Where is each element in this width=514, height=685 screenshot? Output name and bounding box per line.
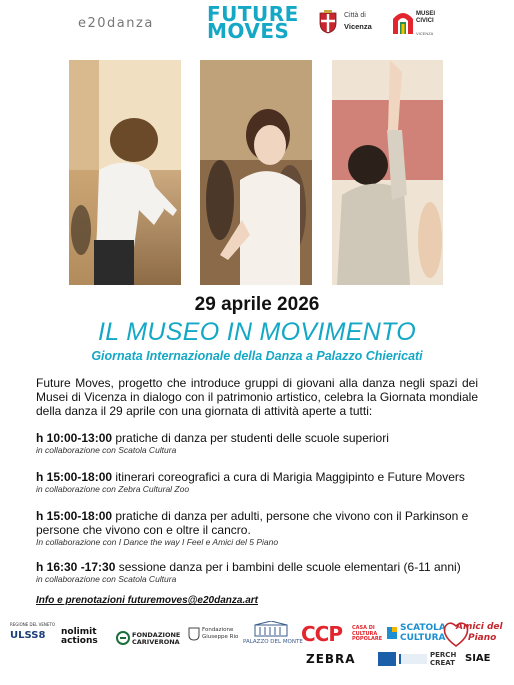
schedule-text: itinerari coreografici a cura di Marigia Maggipinto e Future Movers (112, 470, 465, 484)
nolimit-logo: nolimit actions (61, 627, 98, 646)
info-link[interactable]: Info e prenotazioni futuremoves@e20danza.art (36, 595, 259, 606)
ulss8-text: ULSS8 (10, 630, 46, 641)
percy-creat-logo: PERCH CREAT (430, 651, 457, 667)
vicenza-label-1: Città di (344, 12, 366, 19)
event-date: 29 aprile 2026 (194, 294, 320, 315)
musei-arch-icon (392, 9, 414, 35)
future-moves-line1: FUTURE (207, 2, 299, 26)
schedule-note: in collaborazione con Scatola Cultura (36, 445, 177, 455)
schedule-item (36, 560, 486, 585)
future-moves-line2: MOVES (207, 19, 290, 43)
schedule-time: h 15:00-18:00 (36, 470, 113, 484)
ministry-logo-icon (378, 652, 396, 666)
musei-line2: CIVICI (416, 17, 434, 24)
citta-di-vicenza-logo (318, 10, 388, 36)
musei-civici-logo (392, 9, 442, 37)
schedule-text: pratiche di danza per studenti delle scuole superiori (112, 431, 389, 445)
photo-dancer-1 (69, 60, 181, 285)
palazzo-text: PALAZZO DEL MONTE (243, 639, 303, 645)
fondazione-rio-logo (188, 624, 240, 646)
schedule-item (36, 470, 486, 495)
siae-logo: SIAE (465, 653, 491, 664)
scatola-cultura-logo (386, 622, 446, 648)
event-subtitle: Giornata Internazionale della Danza a Palazzo Chiericati (91, 349, 423, 363)
cariverona-mark-icon (116, 631, 130, 645)
ulss8-logo (10, 622, 58, 646)
vicenza-crest-icon (318, 10, 338, 34)
amici-line2: Piano (468, 633, 497, 643)
scatola-box-icon (386, 626, 398, 640)
schedule-time: h 16:30 -17:30 (36, 560, 116, 574)
ccp-logo (301, 622, 383, 646)
photo-dancer-3 (332, 60, 443, 285)
scatola-line1: SCATOLA (400, 623, 446, 633)
schedule-text: sessione danza per i bambini delle scuole elementari (6-11 anni) (115, 560, 461, 574)
schedule-note: in collaborazione con Scatola Cultura (36, 574, 177, 584)
event-title: IL MUSEO IN MOVIMENTO (98, 318, 416, 346)
future-moves-logo (207, 2, 299, 43)
event-intro: Future Moves, progetto che introduce gruppi di giovani alla danza negli spazi dei Musei di Vicenza in dialogo con il patrimonio artistico, celebra la Giornata mondiale della danza il 29 aprile con una giornata di attività aperte a tutti: (36, 376, 478, 418)
rio-crest-icon (188, 627, 200, 641)
e20danza-logo: e20danza (78, 16, 154, 31)
amici-line1: Amici del (456, 622, 503, 632)
rio-line2: Giuseppe Rio (202, 634, 239, 640)
rio-line1: Fondazione (202, 627, 234, 633)
schedule-time: h 15:00-18:00 (36, 509, 113, 523)
musei-line1: MUSEI (416, 11, 436, 17)
schedule-item (36, 509, 482, 548)
schedule-time: h 10:00-13:00 (36, 431, 113, 445)
schedule-note: In collaborazione con I Dance the way I Feel e Amici del 5 Piano (36, 537, 279, 547)
schedule-text: pratiche di danza per adulti, persone che vivono con il Parkinson e persone che vivono con e oltre il cancro. (36, 509, 469, 537)
ministry-text-block (399, 654, 427, 664)
amici-del-piano-logo (442, 620, 503, 650)
photo-dancer-2 (200, 60, 312, 285)
cariverona-text: FONDAZIONE CARIVERONA (132, 631, 181, 646)
palazzo-del-monte-logo (243, 621, 303, 647)
ulss8-sub: REGIONE DEL VENETO (10, 622, 56, 627)
schedule-item (36, 431, 486, 456)
palazzo-building-icon (254, 621, 288, 637)
musei-line3: VICENZA (416, 31, 434, 36)
ccp-text: CCP (301, 622, 343, 646)
musei-text (416, 11, 435, 24)
cariverona-logo (116, 627, 182, 645)
zebra-logo: ZEBRA (306, 652, 356, 666)
scatola-line2: CULTURA (400, 633, 446, 643)
vicenza-label-2: Vicenza (344, 22, 372, 31)
schedule-note: in collaborazione con Zebra Cultural Zoo (36, 484, 190, 494)
ccp-sub: CASA DI CULTURA POPOLARE (352, 625, 383, 642)
